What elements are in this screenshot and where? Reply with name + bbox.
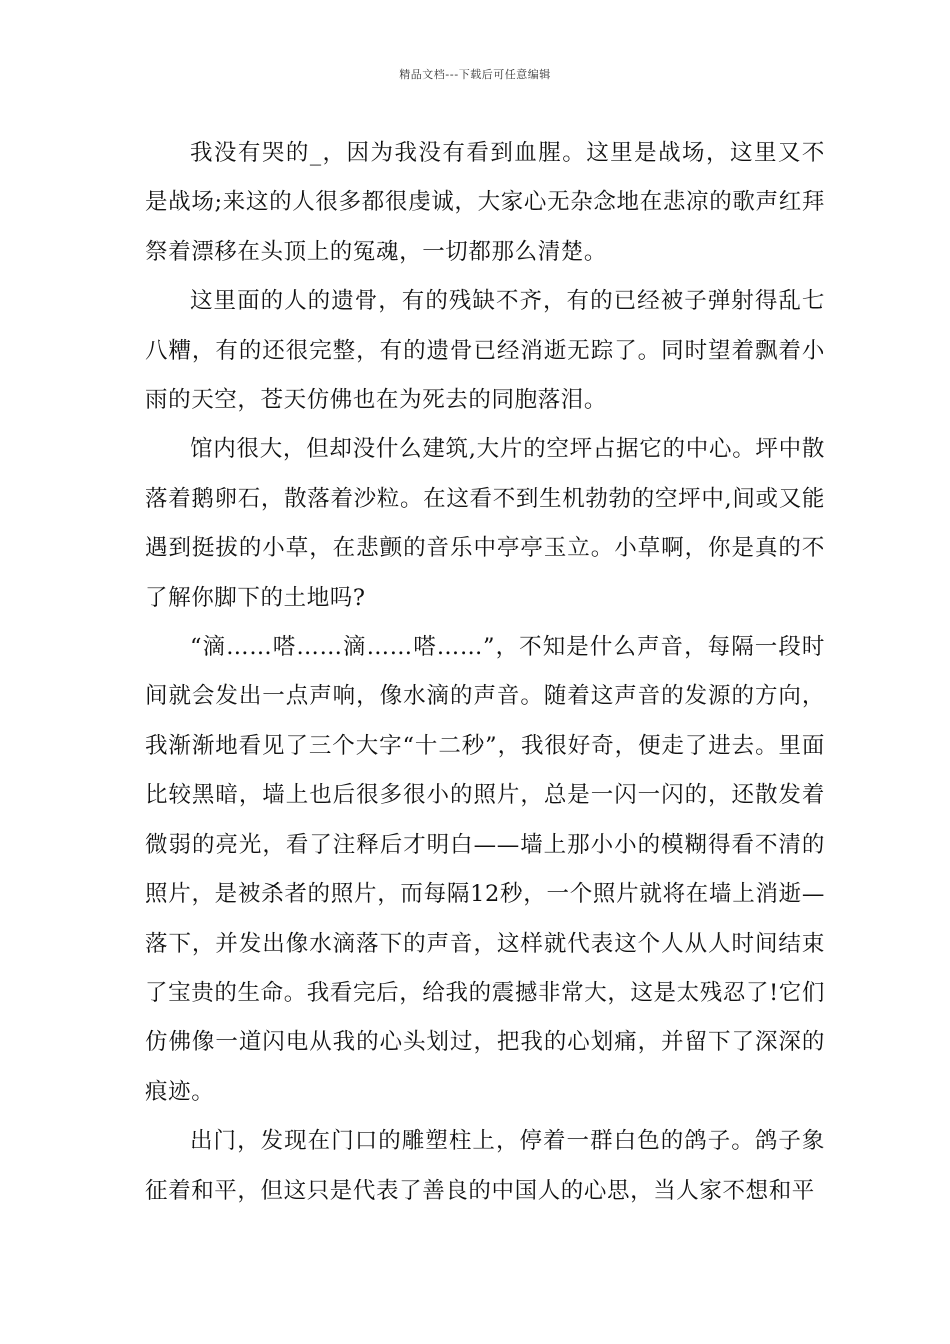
- paragraph-5: 出门，发现在门口的雕塑柱上，停着一群白色的鸽子。鸽子象征着和平，但这只是代表了善良的中国人的心思，当人家不想和平: [145, 1128, 825, 1204]
- paragraph-4: “滴……嗒……滴……嗒……”，不知是什么声音，每隔一段时间就会发出一点声响，像水滴的声音。随着这声音的发源的方向，我渐渐地看见了三个大字“十二秒”，我很好奇，便走了进去。里面比较黑暗，墙上也后很多很小的照片，总是一闪一闪的，还散发着微弱的亮光，看了注释后才明白——墙上那小小的模糊得看不清的照片，是被杀者的照片，而每隔12秒，一个照片就将在墙上消逝—落下，并发出像水滴落下的声音，这样就代表这个人从人时间结束了宝贵的生命。我看完后，给我的震撼非常大，这是太残忍了!它们仿佛像一道闪电从我的心头划过，把我的心划痛，并留下了深深的痕迹。: [145, 634, 825, 1105]
- paragraph-1: 我没有哭的_，因为我没有看到血腥。这里是战场，这里又不是战场;来这的人很多都很虔诚，大家心无杂念地在悲凉的歌声红拜祭着漂移在头顶上的冤魂，一切都那么清楚。: [145, 140, 825, 265]
- paragraph-2: 这里面的人的遗骨，有的残缺不齐，有的已经被子弹射得乱七八糟，有的还很完整，有的遗骨已经消逝无踪了。同时望着飘着小雨的天空，苍天仿佛也在为死去的同胞落泪。: [145, 288, 825, 414]
- page-header: 精品文档---下载后可任意编辑: [399, 68, 551, 81]
- paragraph-3: 馆内很大，但却没什么建筑,大片的空坪占据它的中心。坪中散落着鹅卵石，散落着沙粒。在这看不到生机勃勃的空坪中,间或又能遇到挺拔的小草，在悲颤的音乐中亭亭玉立。小草啊，你是真的不了解你脚下的土地吗?: [145, 436, 825, 611]
- article-body: [145, 129, 825, 1216]
